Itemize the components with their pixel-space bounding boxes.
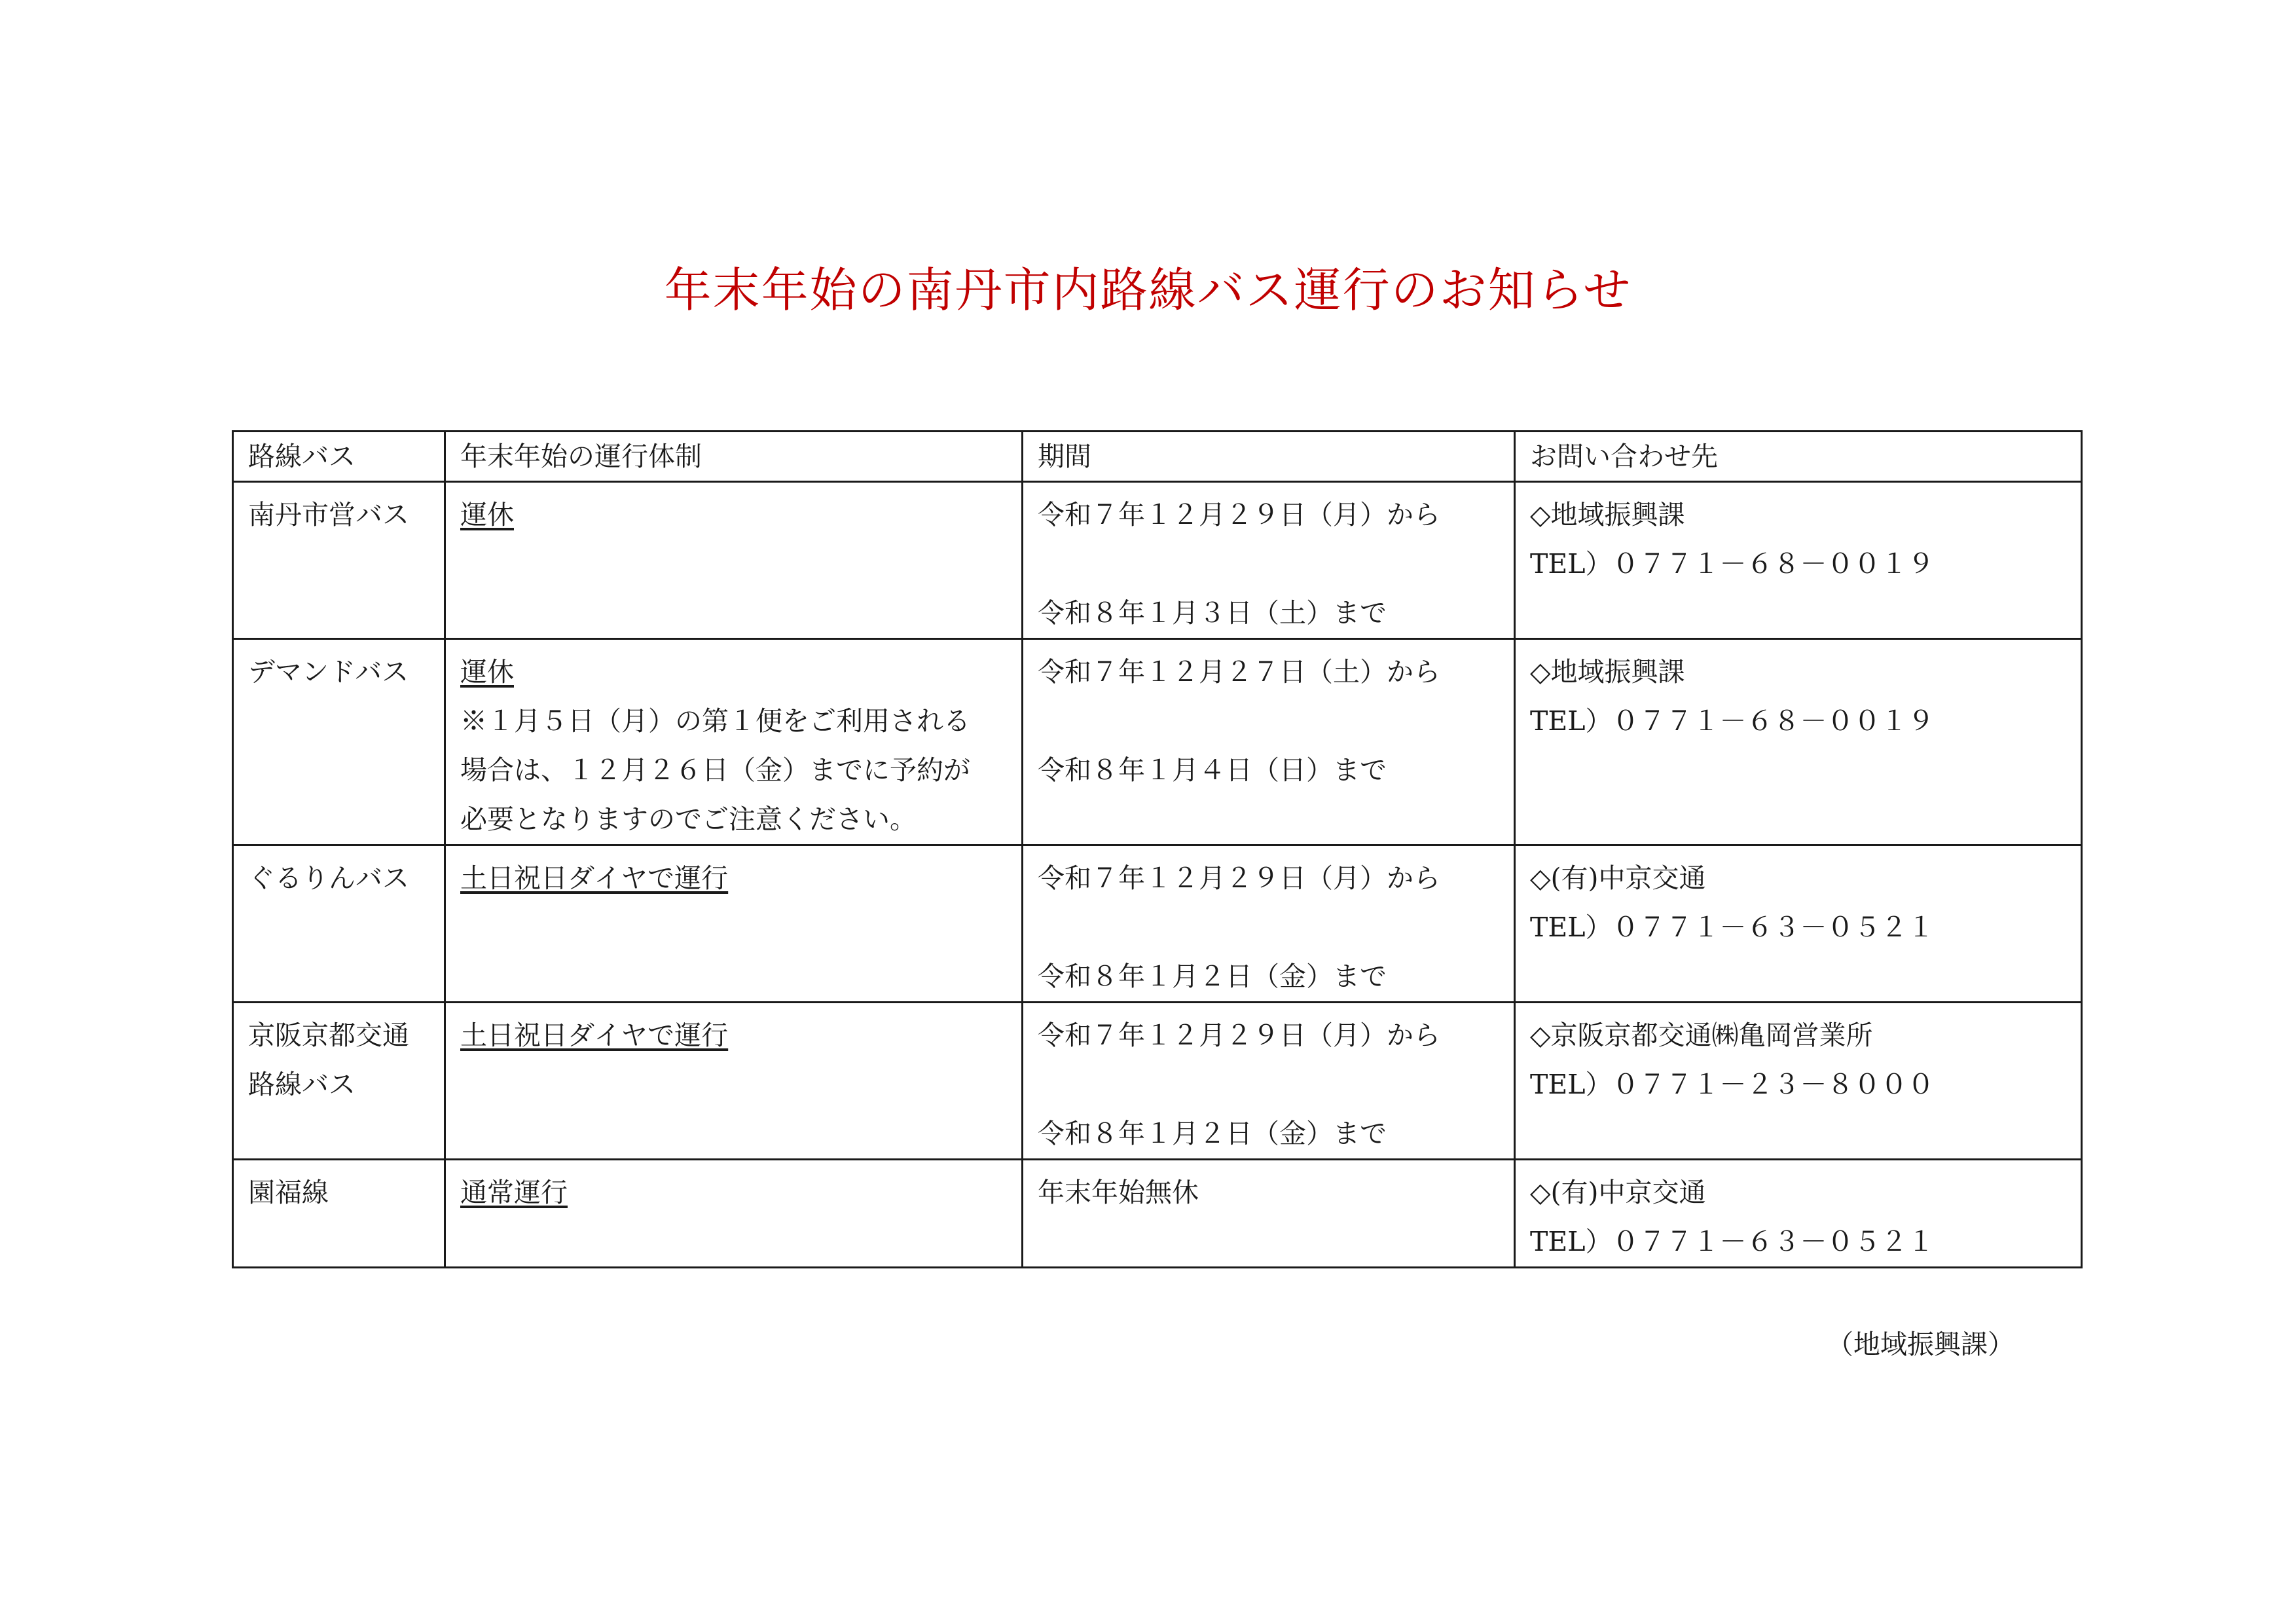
contact-tel: TEL）０７７１－６３－０５２１ [1530, 912, 1935, 943]
route-name: 南丹市営バス [248, 499, 409, 530]
period-cell [1023, 639, 1515, 845]
route-name: ぐるりんバス [248, 862, 409, 894]
page-title: 年末年始の南丹市内路線バス運行のお知らせ [664, 263, 1632, 318]
period-cell [1023, 1003, 1515, 1160]
table-row [233, 845, 2082, 1003]
contact-name: ◇(有)中京交通 [1530, 1177, 1706, 1208]
contact-cell [1515, 1003, 2082, 1160]
operation-status: 運休 [460, 656, 514, 688]
contact-name: ◇地域振興課 [1530, 499, 1685, 530]
route-cell [233, 1003, 445, 1160]
table-row [233, 482, 2082, 639]
period-from: 令和７年１２月２９日（月）から [1038, 1020, 1440, 1051]
period-cell [1023, 1160, 1515, 1268]
contact-name: ◇地域振興課 [1530, 656, 1685, 688]
table-row [233, 639, 2082, 845]
header-operation: 年末年始の運行体制 [445, 432, 1023, 482]
period-to: 令和８年１月２日（金）まで [1038, 1118, 1387, 1149]
period-from: 令和７年１２月２９日（月）から [1038, 862, 1440, 894]
operation-cell [445, 1003, 1023, 1160]
route-cell [233, 845, 445, 1003]
route-cell [233, 1160, 445, 1268]
footer-department: （地域振興課） [1827, 1329, 2014, 1360]
table-row [233, 1160, 2082, 1268]
period-to: 令和８年１月４日（日）まで [1038, 754, 1387, 786]
route-name: デマンドバス [248, 656, 409, 688]
operation-cell [445, 639, 1023, 845]
operation-note-line: ※１月５日（月）の第１便をご利用される [460, 705, 970, 737]
contact-name: ◇京阪京都交通㈱亀岡営業所 [1530, 1020, 1873, 1051]
operation-status: 運休 [460, 499, 514, 530]
contact-cell [1515, 482, 2082, 639]
period-cell [1023, 845, 1515, 1003]
operation-status: 通常運行 [460, 1177, 568, 1208]
period-to: 令和８年１月２日（金）まで [1038, 961, 1387, 992]
route-name: 園福線 [248, 1177, 329, 1208]
table-header-row [233, 432, 2082, 482]
period-from: 年末年始無休 [1038, 1177, 1199, 1208]
period-cell [1023, 482, 1515, 639]
contact-cell [1515, 1160, 2082, 1268]
operation-cell [445, 845, 1023, 1003]
operation-note-line: 必要となりますのでご注意ください。 [460, 803, 917, 835]
route-cell [233, 639, 445, 845]
table-row [233, 1003, 2082, 1160]
route-cell [233, 482, 445, 639]
operation-cell [445, 1160, 1023, 1268]
contact-cell [1515, 845, 2082, 1003]
header-contact: お問い合わせ先 [1515, 432, 2082, 482]
bus-schedule-table [232, 430, 2083, 1268]
contact-tel: TEL）０７７１－６３－０５２１ [1530, 1226, 1935, 1257]
operation-note-line: 場合は、１２月２６日（金）までに予約が [460, 754, 970, 786]
header-period: 期間 [1023, 432, 1515, 482]
route-name: 路線バス [248, 1069, 355, 1100]
period-to: 令和８年１月３日（土）まで [1038, 597, 1387, 629]
contact-tel: TEL）０７７１－２３－８０００ [1530, 1069, 1935, 1100]
contact-tel: TEL）０７７１－６８－００１９ [1530, 705, 1935, 737]
contact-name: ◇(有)中京交通 [1530, 862, 1706, 894]
operation-cell [445, 482, 1023, 639]
contact-tel: TEL）０７７１－６８－００１９ [1530, 548, 1935, 580]
period-from: 令和７年１２月２９日（月）から [1038, 499, 1440, 530]
route-name: 京阪京都交通 [248, 1020, 409, 1051]
period-from: 令和７年１２月２７日（土）から [1038, 656, 1440, 688]
header-route: 路線バス [233, 432, 445, 482]
operation-status: 土日祝日ダイヤで運行 [460, 1020, 729, 1051]
contact-cell [1515, 639, 2082, 845]
operation-status: 土日祝日ダイヤで運行 [460, 862, 729, 894]
